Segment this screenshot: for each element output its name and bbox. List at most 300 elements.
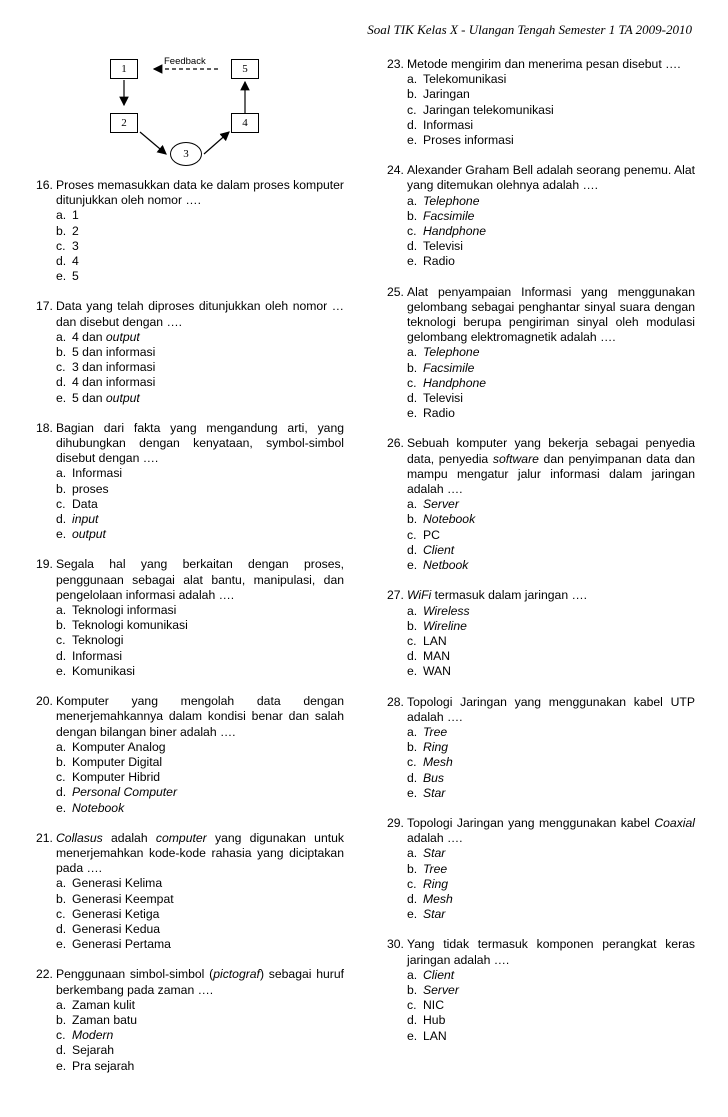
question-19 (36, 557, 344, 679)
option-text (72, 466, 122, 481)
option-letter: e. (56, 527, 67, 542)
text-run: Generasi Ketiga (72, 906, 160, 921)
question-24 (387, 163, 695, 269)
option-text (72, 618, 188, 633)
answer-option (407, 664, 695, 679)
text-run: Komputer Analog (72, 739, 166, 754)
answer-option (56, 937, 344, 952)
question-number: 28. (387, 694, 404, 709)
option-letter: a. (56, 466, 67, 481)
text-run: Sejarah (72, 1043, 115, 1058)
question-text (36, 694, 344, 740)
text-run: Alat penyampaian Informasi yang menggunakan gelombang sebagai penghantar sinyal suara dengan teknologi berupa pengiriman sinyal oleh modulasi gelombang elektromagnetik adalah …. (407, 284, 695, 345)
option-text (423, 619, 467, 634)
question-25 (387, 285, 695, 422)
option-text (423, 361, 474, 376)
text-run: yang digunakan untuk menerjemahkan kode-kode rahasia yang diciptakan pada …. (56, 830, 344, 876)
question-text (387, 163, 695, 193)
option-text (423, 72, 506, 87)
option-text (72, 1028, 113, 1043)
option-text (423, 634, 447, 649)
option-text (423, 406, 455, 421)
option-text (72, 527, 106, 542)
answer-option (407, 87, 695, 102)
answer-option (407, 239, 695, 254)
option-letter: e. (407, 785, 418, 800)
option-text (72, 740, 166, 755)
answer-options (387, 725, 695, 801)
option-letter: d. (407, 117, 418, 132)
option-letter: c. (56, 238, 66, 253)
option-letter: b. (407, 512, 418, 527)
option-text (423, 725, 447, 740)
text-run: Handphone (423, 224, 487, 239)
option-text (423, 118, 473, 133)
box-5: 5 (231, 59, 259, 79)
question-text (387, 695, 695, 725)
text-run: Mesh (423, 755, 453, 770)
answer-options (36, 876, 344, 952)
text-run: Ring (423, 876, 449, 891)
option-letter: b. (56, 618, 67, 633)
option-text (72, 269, 79, 284)
answer-option (56, 254, 344, 269)
option-letter: b. (407, 87, 418, 102)
option-text (72, 239, 79, 254)
answer-option (56, 603, 344, 618)
option-text (72, 224, 79, 239)
text-run: proses (72, 481, 109, 496)
option-text (423, 239, 463, 254)
answer-option (56, 922, 344, 937)
text-run: Handphone (423, 375, 487, 390)
answer-options (387, 604, 695, 680)
option-letter: c. (407, 876, 417, 891)
question-23 (387, 57, 695, 148)
text-run: Jaringan telekomunikasi (423, 102, 554, 117)
question-text (36, 831, 344, 877)
text-run: Bus (423, 770, 445, 785)
text-run: Jaringan (423, 87, 470, 102)
answer-option (56, 664, 344, 679)
text-run: Zaman kulit (72, 997, 135, 1012)
answer-option (407, 209, 695, 224)
option-text (72, 254, 79, 269)
question-number: 24. (387, 163, 404, 178)
answer-option (56, 360, 344, 375)
option-letter: c. (407, 755, 417, 770)
feedback-label: Feedback (164, 56, 206, 67)
answer-options (387, 194, 695, 270)
answer-option (407, 103, 695, 118)
option-letter: b. (56, 754, 67, 769)
option-text (72, 892, 174, 907)
question-body (407, 163, 695, 193)
answer-option (56, 527, 344, 542)
text-run: Informasi (72, 466, 123, 481)
option-text (72, 907, 159, 922)
answer-options (387, 846, 695, 922)
answer-option (407, 725, 695, 740)
text-run: Zaman batu (72, 1012, 138, 1027)
node-3: 3 (170, 142, 202, 166)
text-run: Netbook (423, 558, 469, 573)
question-29 (387, 816, 695, 922)
text-run: NIC (423, 998, 444, 1013)
text-run: ) sebagai huruf berkembang pada zaman …. (56, 967, 344, 997)
text-run: output (72, 527, 106, 542)
question-number: 22. (36, 967, 53, 982)
option-text (423, 103, 554, 118)
option-letter: d. (56, 375, 67, 390)
question-body (407, 937, 695, 967)
option-letter: a. (407, 967, 418, 982)
text-run: Komputer Hibrid (72, 770, 161, 785)
answer-option (407, 406, 695, 421)
option-letter: e. (56, 937, 67, 952)
question-text (36, 557, 344, 603)
text-run: Telephone (423, 193, 480, 208)
option-text (72, 1043, 114, 1058)
question-16 (36, 178, 344, 284)
text-run: adalah (102, 830, 156, 845)
text-run: Segala hal yang berkaitan dengan proses, penggunaan sebagai alat bantu, manipulasi, dan pengelolaan informasi adalah …. (56, 557, 344, 602)
question-body (407, 695, 695, 725)
option-letter: e. (407, 558, 418, 573)
answer-option (56, 1059, 344, 1074)
text-run: WAN (423, 664, 451, 679)
answer-option (56, 330, 344, 345)
question-number: 27. (387, 588, 404, 603)
text-run: Client (423, 967, 455, 982)
answer-option (407, 497, 695, 512)
text-run: 3 (72, 238, 79, 253)
text-run: 2 (72, 223, 79, 238)
question-number: 25. (387, 284, 404, 299)
text-run: Bagian dari fakta yang mengandung arti, yang dihubungkan dengan kenyataan, symbol-simbol disebut dengan …. (56, 420, 344, 466)
text-run: Pra sejarah (72, 1058, 135, 1073)
option-letter: e. (56, 390, 67, 405)
option-letter: a. (407, 497, 418, 512)
text-run: 4 dan informasi (72, 375, 156, 390)
question-text (387, 937, 695, 967)
question-text (36, 421, 344, 467)
answer-options (36, 998, 344, 1074)
answer-option (407, 1029, 695, 1044)
option-letter: e. (56, 1058, 67, 1073)
option-letter: c. (407, 224, 417, 239)
question-26 (387, 436, 695, 573)
text-run: Proses informasi (423, 133, 514, 148)
answer-option (56, 649, 344, 664)
text-run: Telephone (423, 345, 480, 360)
option-letter: c. (56, 770, 66, 785)
answer-option (407, 998, 695, 1013)
option-letter: e. (407, 133, 418, 148)
option-text (423, 892, 453, 907)
option-letter: c. (56, 496, 66, 511)
option-text (423, 512, 475, 527)
text-run: Generasi Kelima (72, 876, 163, 891)
option-letter: d. (407, 1013, 418, 1028)
question-20 (36, 694, 344, 816)
option-letter: c. (56, 906, 66, 921)
question-body (56, 557, 344, 603)
text-run: 3 dan informasi (72, 360, 156, 375)
option-letter: a. (56, 739, 67, 754)
text-run: Ring (423, 740, 449, 755)
process-diagram (36, 50, 366, 170)
option-text (72, 360, 155, 375)
question-text (36, 299, 344, 329)
answer-option (56, 208, 344, 223)
answer-option (407, 786, 695, 801)
question-number: 23. (387, 57, 404, 71)
answer-option (56, 801, 344, 816)
option-letter: d. (56, 785, 67, 800)
text-run: Hub (423, 1013, 446, 1028)
text-run: software (492, 451, 539, 466)
text-run: LAN (423, 1028, 447, 1043)
option-letter: d. (407, 649, 418, 664)
question-text (387, 57, 695, 72)
option-letter: b. (56, 223, 67, 238)
option-text (72, 770, 160, 785)
answer-option (56, 391, 344, 406)
option-letter: d. (407, 542, 418, 557)
question-number: 29. (387, 815, 404, 830)
text-run: computer (155, 830, 207, 845)
option-text (423, 604, 470, 619)
option-text (423, 133, 514, 148)
option-letter: d. (56, 512, 67, 527)
text-run: Tree (423, 861, 448, 876)
answer-option (407, 755, 695, 770)
text-run: Client (423, 542, 455, 557)
answer-option (56, 497, 344, 512)
question-body (407, 436, 695, 497)
question-text (387, 816, 695, 846)
answer-option (56, 345, 344, 360)
text-run: Generasi Pertama (72, 937, 171, 952)
answer-option (56, 770, 344, 785)
question-17 (36, 299, 344, 405)
option-letter: d. (56, 921, 67, 936)
answer-option (407, 968, 695, 983)
answer-option (407, 376, 695, 391)
question-number: 16. (36, 178, 53, 192)
option-text (423, 1029, 447, 1044)
text-run: Alexander Graham Bell adalah seorang penemu. Alat yang ditemukan olehnya adalah …. (407, 163, 695, 193)
box-2: 2 (110, 113, 138, 133)
question-number: 26. (387, 436, 404, 451)
answer-option (407, 740, 695, 755)
text-run: Wireless (423, 603, 470, 618)
text-run: Wireline (423, 618, 467, 633)
text-run: Televisi (423, 239, 463, 254)
option-letter: a. (407, 724, 418, 739)
answer-option (56, 633, 344, 648)
question-body (407, 588, 695, 603)
text-run: Star (423, 846, 446, 861)
text-run: Mesh (423, 891, 453, 906)
text-run: Server (423, 497, 459, 512)
question-22 (36, 967, 344, 1073)
text-run: Teknologi (72, 633, 124, 648)
answer-option (407, 391, 695, 406)
option-letter: d. (407, 770, 418, 785)
option-text (423, 771, 444, 786)
text-run: Proses memasukkan data ke dalam proses komputer ditunjukkan oleh nomor …. (56, 178, 344, 208)
question-18 (36, 421, 344, 543)
option-letter: b. (407, 360, 418, 375)
question-body (56, 831, 344, 877)
text-run: pictograf (213, 967, 260, 982)
option-letter: d. (407, 239, 418, 254)
left-column (36, 178, 344, 1089)
option-text (72, 208, 79, 223)
option-letter: a. (407, 846, 418, 861)
option-text (423, 224, 486, 239)
option-letter: e. (407, 907, 418, 922)
answer-options (36, 208, 344, 284)
text-run: input (72, 512, 99, 527)
option-letter: e. (407, 1028, 418, 1043)
answer-option (407, 649, 695, 664)
question-body (407, 285, 695, 346)
option-letter: a. (407, 603, 418, 618)
option-letter: b. (407, 861, 418, 876)
answer-option (56, 1028, 344, 1043)
option-letter: b. (407, 618, 418, 633)
answer-option (407, 254, 695, 269)
text-run: 4 dan (72, 329, 106, 344)
question-number: 18. (36, 420, 53, 435)
option-letter: a. (56, 876, 67, 891)
question-number: 19. (36, 557, 53, 572)
option-letter: a. (407, 345, 418, 360)
answer-option (407, 528, 695, 543)
option-text (72, 755, 162, 770)
answer-option (56, 998, 344, 1013)
option-letter: a. (56, 208, 67, 223)
text-run: Penggunaan simbol-simbol ( (56, 967, 214, 982)
answer-option (407, 892, 695, 907)
text-run: MAN (423, 649, 451, 664)
answer-option (56, 466, 344, 481)
box-4: 4 (231, 113, 259, 133)
answer-options (36, 603, 344, 679)
option-text (72, 497, 98, 512)
answer-option (407, 558, 695, 573)
option-letter: c. (407, 527, 417, 542)
text-run: Generasi Keempat (72, 891, 174, 906)
answer-option (56, 755, 344, 770)
answer-option (56, 482, 344, 497)
question-number: 17. (36, 299, 53, 314)
text-run: Radio (423, 406, 455, 421)
answer-option (56, 224, 344, 239)
answer-option (56, 239, 344, 254)
option-letter: d. (407, 891, 418, 906)
text-run: PC (423, 527, 440, 542)
text-run: Data yang telah diproses ditunjukkan oleh nomor … dan disebut dengan …. (56, 299, 344, 329)
answer-option (407, 361, 695, 376)
question-body (56, 178, 344, 208)
question-body (407, 57, 695, 72)
option-letter: c. (56, 360, 66, 375)
text-run: Star (423, 907, 446, 922)
answer-option (407, 604, 695, 619)
option-letter: e. (56, 269, 67, 284)
option-text (423, 254, 455, 269)
answer-option (407, 619, 695, 634)
answer-option (407, 1013, 695, 1028)
option-text (423, 194, 479, 209)
option-letter: b. (407, 208, 418, 223)
answer-option (56, 907, 344, 922)
text-run: termasuk dalam jaringan …. (431, 588, 588, 603)
option-text (72, 482, 109, 497)
question-27 (387, 588, 695, 679)
answer-option (407, 634, 695, 649)
question-text (387, 588, 695, 603)
text-run: LAN (423, 633, 447, 648)
text-run: Tree (423, 724, 448, 739)
question-30 (387, 937, 695, 1043)
text-run: Teknologi komunikasi (72, 618, 188, 633)
option-letter: e. (407, 406, 418, 421)
option-text (72, 649, 122, 664)
option-text (72, 603, 176, 618)
option-text (72, 801, 124, 816)
option-text (72, 998, 135, 1013)
question-body (56, 694, 344, 740)
answer-option (56, 1013, 344, 1028)
question-body (56, 421, 344, 467)
text-run: Personal Computer (72, 785, 177, 800)
answer-option (407, 118, 695, 133)
option-letter: d. (56, 254, 67, 269)
answer-options (36, 330, 344, 406)
option-letter: c. (407, 633, 417, 648)
option-letter: d. (407, 391, 418, 406)
answer-option (407, 862, 695, 877)
text-run: Facsimile (423, 208, 475, 223)
option-letter: c. (407, 102, 417, 117)
question-21 (36, 831, 344, 953)
option-text (423, 755, 453, 770)
answer-option (407, 877, 695, 892)
question-text (36, 178, 344, 208)
answer-option (407, 345, 695, 360)
text-run: Telekomunikasi (423, 72, 507, 87)
text-run: Data (72, 496, 98, 511)
page-header: Soal TIK Kelas X - Ulangan Tengah Semester 1 TA 2009-2010 (367, 22, 692, 37)
option-text (423, 497, 459, 512)
question-text (387, 436, 695, 497)
text-run: Yang tidak termasuk komponen perangkat keras jaringan adalah …. (407, 937, 695, 967)
option-text (423, 558, 468, 573)
text-run: Informasi (423, 117, 474, 132)
answer-option (407, 983, 695, 998)
answer-option (407, 543, 695, 558)
option-text (423, 846, 445, 861)
text-run: Topologi Jaringan yang menggunakan kabel (407, 815, 655, 830)
option-letter: c. (56, 1028, 66, 1043)
option-letter: b. (407, 982, 418, 997)
option-text (72, 345, 155, 360)
